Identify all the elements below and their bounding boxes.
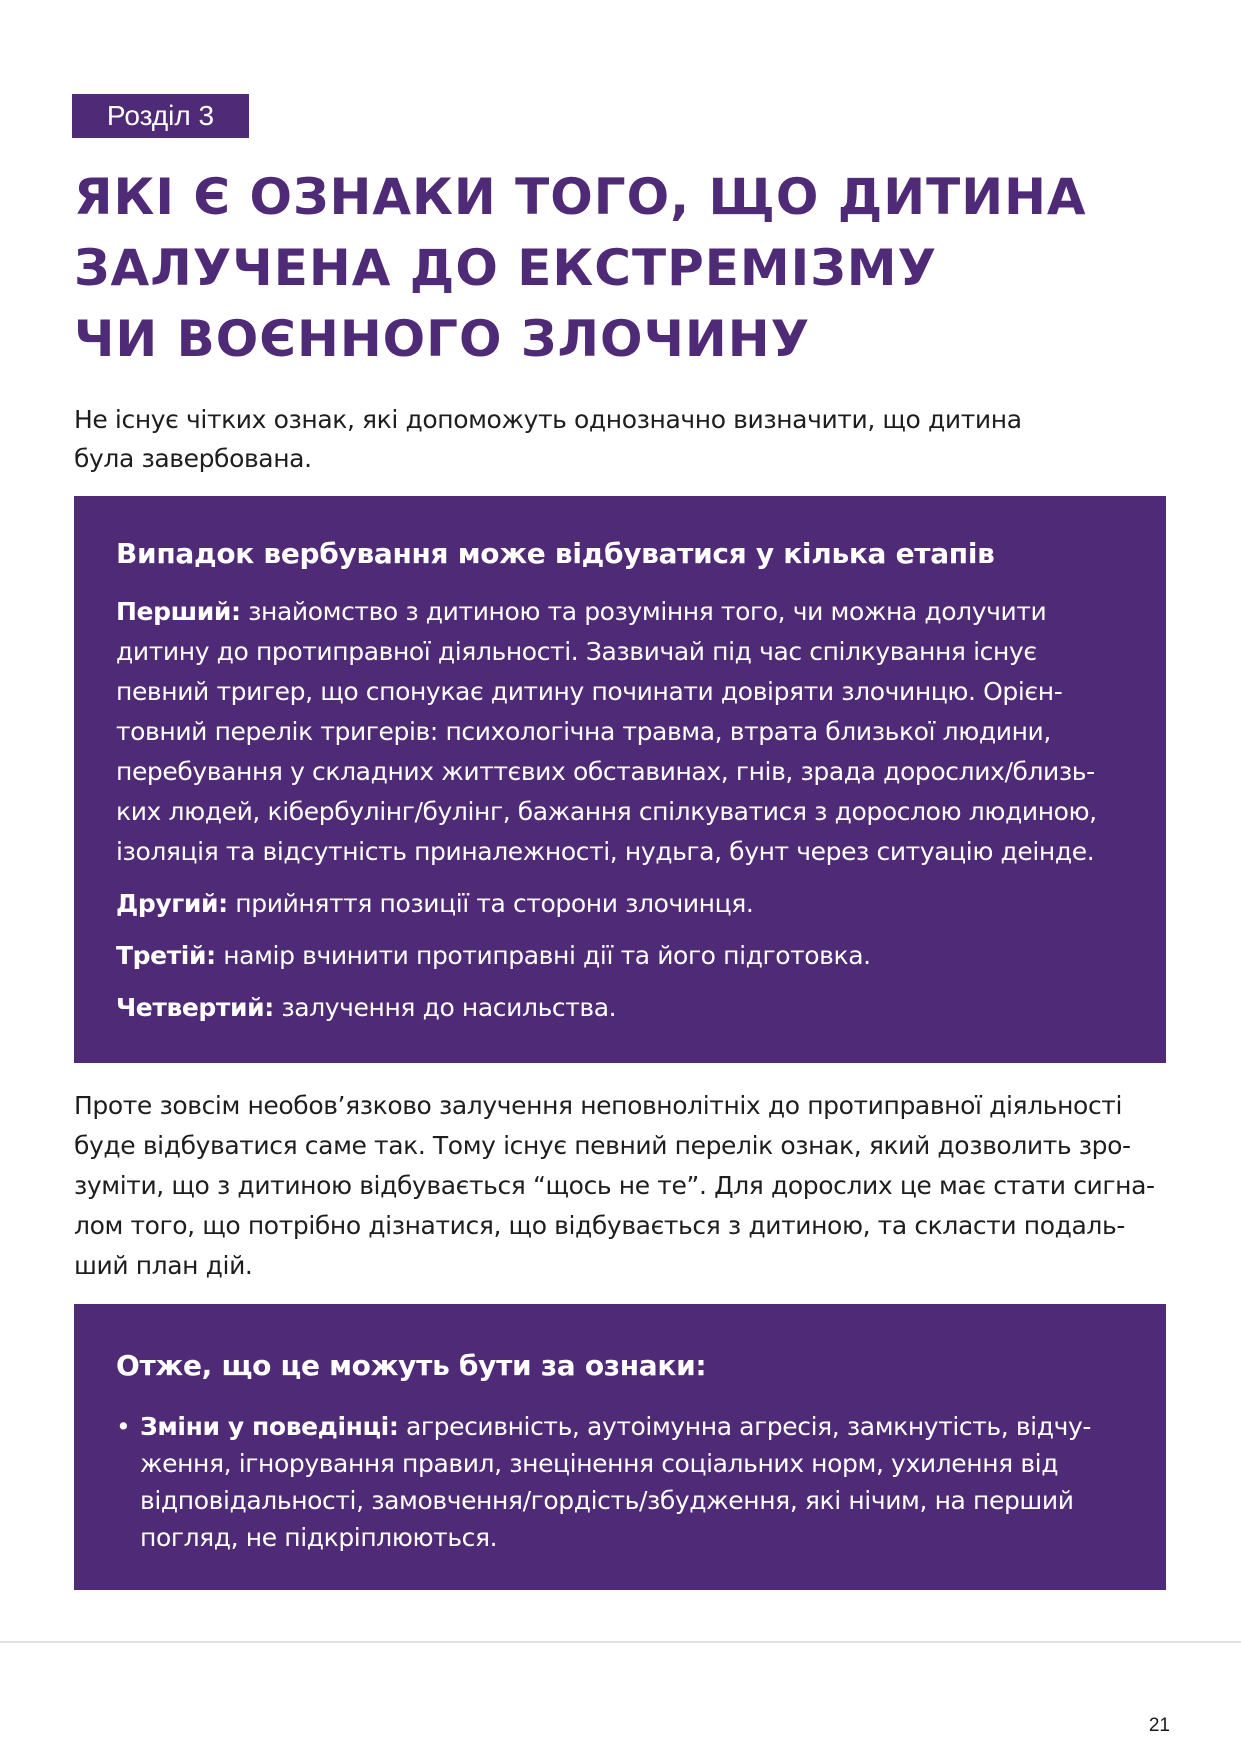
stage-second-label: Другий: bbox=[116, 889, 228, 918]
page-title bbox=[74, 162, 1174, 375]
sign-label: Зміни у поведінці: bbox=[140, 1412, 399, 1441]
stage-third-label: Третій: bbox=[116, 941, 216, 970]
stage-second-text: прийняття позиції та сторони злочинця. bbox=[227, 889, 754, 918]
stage-first-text: знайомство з дитиною та розуміння того, чи можна долучити bbox=[240, 597, 1047, 626]
footer-divider bbox=[0, 1641, 1241, 1643]
intro-line: була завербована. bbox=[74, 444, 312, 473]
stage-first-line bbox=[116, 592, 1124, 632]
stage-fourth bbox=[116, 988, 1124, 1028]
sign-line: ження, ігнорування правил, знецінення соціальних норм, ухилення від bbox=[140, 1449, 1059, 1478]
signs-heading: Отже, що це можуть бути за ознаки: bbox=[116, 1349, 707, 1382]
bullet-icon: • bbox=[116, 1412, 131, 1441]
signs-box bbox=[74, 1304, 1166, 1590]
stage-first bbox=[116, 592, 1124, 872]
stage-second-line bbox=[116, 884, 1124, 924]
stage-first-line: ізоляція та відсутність приналежності, нудьга, бунт через ситуацію деінде. bbox=[116, 837, 1095, 866]
stage-first-line: товний перелік тригерів: психологічна травма, втрата близької людини, bbox=[116, 717, 1051, 746]
body-line: зуміти, що з дитиною відбувається “щось не те”. Для дорослих це має стати сигна- bbox=[74, 1171, 1155, 1200]
stage-first-line: певний тригер, що спонукає дитину починати довіряти злочинцю. Орієн- bbox=[116, 677, 1063, 706]
stage-third-text: намір вчинити протиправні дії та його підготовка. bbox=[215, 941, 871, 970]
sign-line bbox=[140, 1408, 1124, 1445]
stage-first-label: Перший: bbox=[116, 597, 241, 626]
stage-second bbox=[116, 884, 1124, 924]
body-line: ший план дій. bbox=[74, 1251, 253, 1280]
intro-line: Не існує чітких ознак, які допоможуть однозначно визначити, що дитина bbox=[74, 405, 1022, 434]
stage-third-line bbox=[116, 936, 1124, 976]
title-line: ЧИ ВОЄННОГО ЗЛОЧИНУ bbox=[74, 310, 811, 368]
sign-text: агресивність, аутоімунна агресія, замкнутість, відчу- bbox=[398, 1412, 1091, 1441]
sign-line: погляд, не підкріплюються. bbox=[140, 1523, 498, 1552]
body-line: Проте зовсім необов’язково залучення неповнолітніх до протиправної діяльності bbox=[74, 1091, 1122, 1120]
title-line: ЯКІ Є ОЗНАКИ ТОГО, ЩО ДИТИНА bbox=[74, 168, 1087, 226]
signs-list bbox=[116, 1408, 1124, 1556]
body-line: буде відбуватися саме так. Тому існує певний перелік ознак, який дозволить зро- bbox=[74, 1131, 1131, 1160]
recruitment-stages-box bbox=[74, 496, 1166, 1063]
stage-first-line: перебування у складних життєвих обставинах, гнів, зрада дорослих/близь- bbox=[116, 757, 1095, 786]
list-item bbox=[116, 1408, 1124, 1556]
sign-line: відповідальності, замовчення/гордість/збудження, які нічим, на перший bbox=[140, 1486, 1074, 1515]
stage-fourth-text: залучення до насильства. bbox=[273, 993, 617, 1022]
stage-first-line: ких людей, кібербулінг/булінг, бажання спілкуватися з дорослою людиною, bbox=[116, 797, 1097, 826]
stages-heading: Випадок вербування може відбуватися у кілька етапів bbox=[116, 537, 995, 570]
body-line: лом того, що потрібно дізнатися, що відбувається з дитиною, та скласти подаль- bbox=[74, 1211, 1125, 1240]
page-number: 21 bbox=[1148, 1715, 1170, 1736]
title-line: ЗАЛУЧЕНА ДО ЕКСТРЕМІЗМУ bbox=[74, 239, 938, 297]
stage-third bbox=[116, 936, 1124, 976]
body-paragraph bbox=[74, 1086, 1174, 1286]
section-badge: Розділ 3 bbox=[72, 94, 249, 138]
stage-fourth-line bbox=[116, 988, 1124, 1028]
stage-first-line: дитину до протиправної діяльності. Зазвичай під час спілкування існує bbox=[116, 637, 1037, 666]
stage-fourth-label: Четвертий: bbox=[116, 993, 274, 1022]
intro-paragraph bbox=[74, 400, 1154, 478]
